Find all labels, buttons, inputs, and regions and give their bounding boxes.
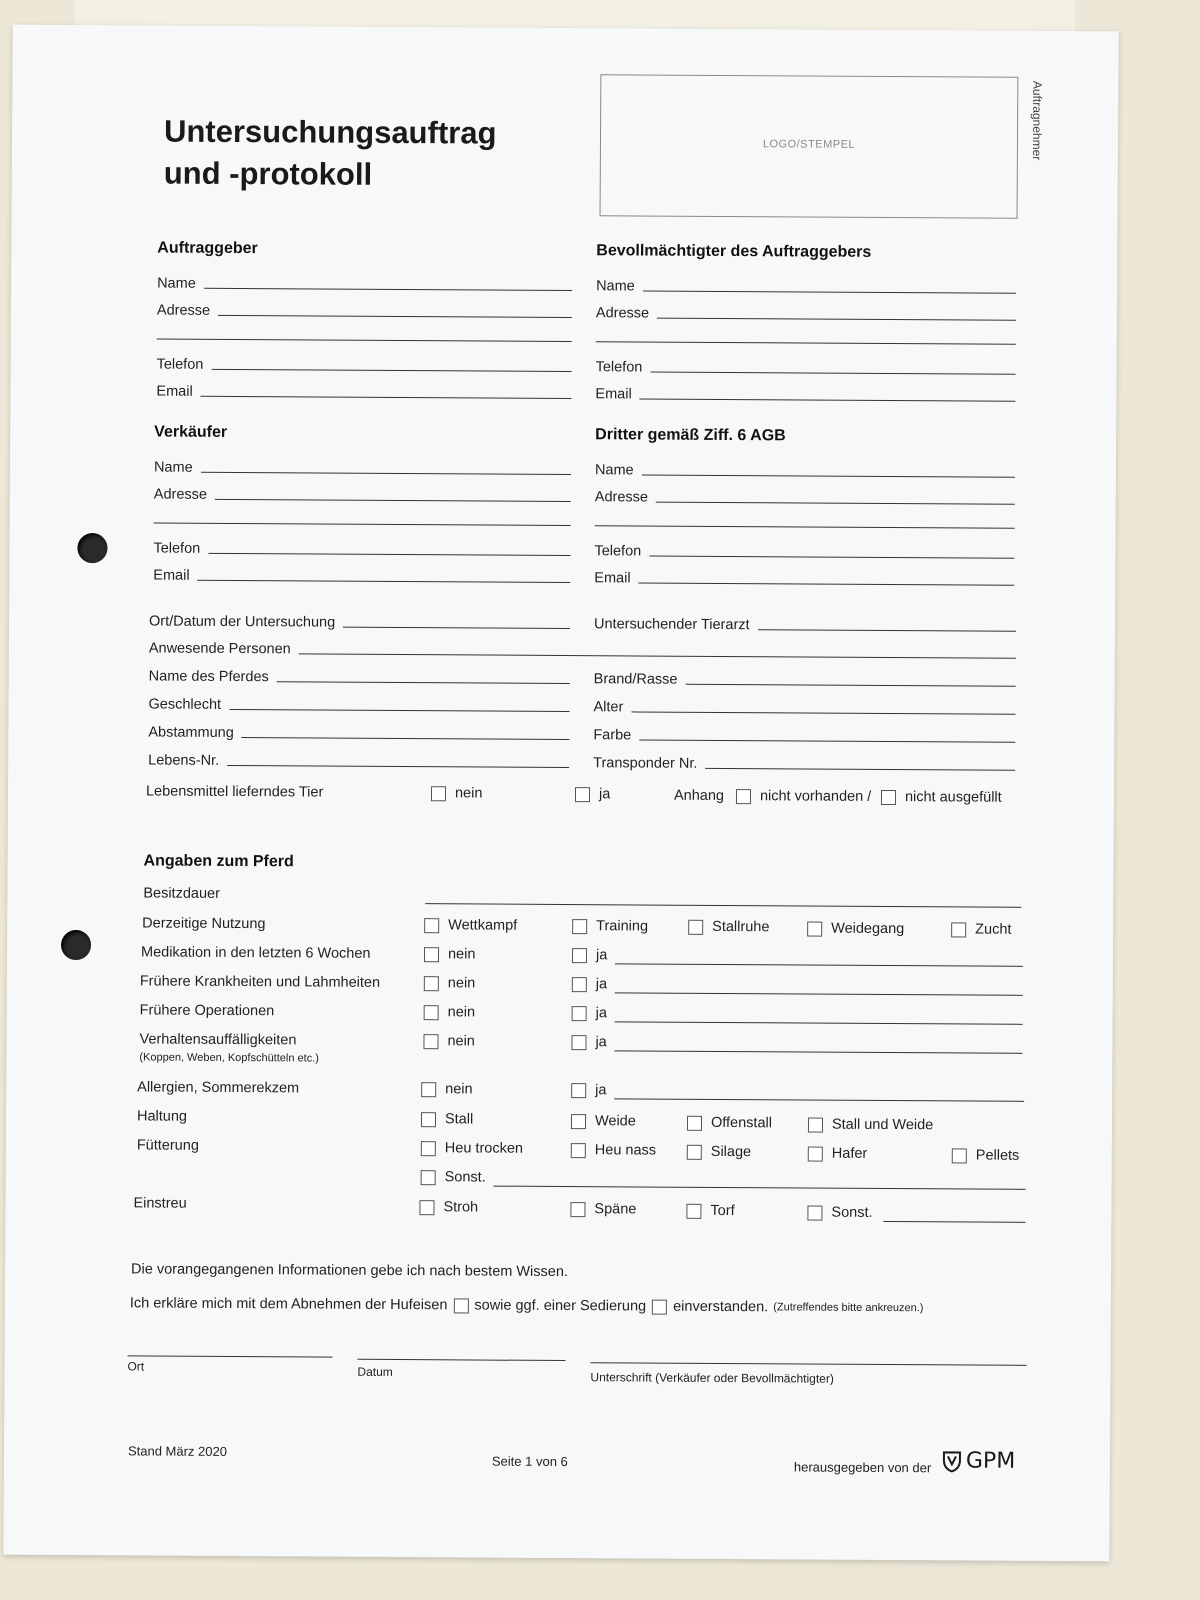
label: Name <box>596 278 635 295</box>
label: Email <box>156 383 193 400</box>
nutzung-stallruhe-checkbox[interactable] <box>688 919 769 935</box>
checkbox-icon <box>424 976 439 991</box>
operationen-ja-checkbox[interactable] <box>572 1005 607 1021</box>
checkbox-icon <box>570 1202 585 1217</box>
einstreu-sonst-checkbox[interactable] <box>807 1205 872 1221</box>
option-label: Hafer <box>831 1145 868 1162</box>
form-sheet <box>3 25 1118 1562</box>
verkaeufer-adresse[interactable] <box>154 481 571 506</box>
besitzdauer-line[interactable] <box>425 903 1021 908</box>
label: Farbe <box>593 727 632 744</box>
option-label: Heu nass <box>594 1142 657 1159</box>
besitzdauer-label: Besitzdauer <box>143 885 221 902</box>
nutzung-zucht-checkbox[interactable] <box>951 921 1011 937</box>
einstreu-spaene-checkbox[interactable] <box>570 1201 636 1217</box>
gpm-logo <box>942 1448 1015 1473</box>
allergien-ja-checkbox[interactable] <box>571 1082 606 1098</box>
gpm-shield-icon <box>942 1450 962 1472</box>
checkbox-icon <box>686 1203 701 1218</box>
bevollmaechtigter-name[interactable] <box>596 272 1016 297</box>
option-label: nicht vorhanden / <box>759 788 872 805</box>
farbe-field[interactable] <box>593 721 1015 746</box>
section-dritter: Dritter gemäß Ziff. 6 AGB <box>595 426 786 445</box>
option-label: Stallruhe <box>712 918 770 936</box>
lebens-nr-field[interactable] <box>148 746 569 771</box>
fill-line <box>758 628 1016 632</box>
krankheiten-line[interactable] <box>615 992 1023 995</box>
checkbox-icon <box>951 922 966 937</box>
bevollmaechtigter-email[interactable] <box>595 380 1015 405</box>
option-label: ja <box>598 786 611 803</box>
fill-line <box>211 368 571 372</box>
label: Adresse <box>156 302 211 319</box>
auftraggeber-adresse[interactable] <box>157 297 572 322</box>
fill-line <box>656 501 1015 505</box>
option-label: nein <box>445 1081 473 1098</box>
abstammung-field[interactable] <box>148 718 569 743</box>
label: Adresse <box>595 305 650 322</box>
dritter-adresse[interactable] <box>595 483 1015 508</box>
declaration-note: (Zutreffendes bitte ankreuzen.) <box>773 1301 924 1315</box>
verhalten-label: Verhaltensauffälligkeiten <box>139 1031 297 1049</box>
fill-line <box>642 473 1015 477</box>
haltung-stall-checkbox[interactable] <box>421 1111 473 1127</box>
medikation-line[interactable] <box>615 963 1023 966</box>
hufeisen-checkbox[interactable] <box>453 1298 468 1313</box>
haltung-stall-und-weide-checkbox[interactable] <box>808 1117 933 1134</box>
fill-line <box>639 738 1015 742</box>
operationen-nein-checkbox[interactable] <box>424 1004 476 1020</box>
option-label: Stall <box>444 1111 474 1128</box>
checkbox-icon <box>421 1170 436 1185</box>
option-label: nein <box>454 785 483 802</box>
checkbox-icon <box>807 1205 822 1220</box>
checkbox-icon <box>431 786 446 801</box>
option-label: Offenstall <box>710 1114 773 1132</box>
option-label: Weide <box>594 1113 636 1130</box>
option-label: nein <box>447 1033 475 1050</box>
fuetterung-hafer-checkbox[interactable] <box>808 1146 868 1162</box>
anhang-nicht-vorhanden-checkbox[interactable] <box>736 788 871 805</box>
krankheiten-nein-checkbox[interactable] <box>424 975 476 991</box>
auftraggeber-email[interactable] <box>156 378 571 403</box>
label: Email <box>595 386 632 403</box>
option-label: nicht ausgefüllt <box>904 789 1002 806</box>
personen-field[interactable] <box>149 634 1016 661</box>
krankheiten-ja-checkbox[interactable] <box>572 976 607 992</box>
fill-line <box>242 736 570 740</box>
stand-date: Stand März 2020 <box>127 1443 228 1459</box>
option-label: Stall und Weide <box>831 1116 934 1134</box>
fill-line <box>201 471 571 475</box>
option-label: Training <box>596 918 649 935</box>
page-number: Seite 1 von 6 <box>491 1453 568 1470</box>
checkbox-icon <box>687 1115 702 1130</box>
einstreu-sonst-line[interactable] <box>883 1221 1025 1223</box>
label: Telefon <box>156 356 204 373</box>
fill-line <box>640 397 1016 401</box>
einstreu-stroh-checkbox[interactable] <box>419 1199 478 1215</box>
datum-label: Datum <box>357 1364 393 1379</box>
label: Adresse <box>594 489 649 506</box>
fuetterung-silage-checkbox[interactable] <box>687 1144 751 1160</box>
pferd-name-field[interactable] <box>149 662 570 687</box>
declaration-line1: Die vorangegangenen Informationen gebe ich nach bestem Wissen. <box>131 1261 569 1281</box>
title-line-1: Untersuchungsauftrag <box>163 113 497 151</box>
dritter-adresse-line2[interactable] <box>595 525 1015 529</box>
verhalten-line[interactable] <box>614 1050 1022 1053</box>
lebensmittel-label: Lebensmittel lieferndes Tier <box>145 783 324 801</box>
fill-line <box>204 287 572 291</box>
label: Abstammung <box>148 724 234 741</box>
verkaeufer-telefon[interactable] <box>153 535 570 560</box>
verhalten-nein-checkbox[interactable] <box>423 1033 475 1049</box>
fill-line <box>218 314 572 318</box>
dritter-name[interactable] <box>595 456 1015 481</box>
fuetterung-label: Fütterung <box>136 1137 199 1154</box>
haltung-offenstall-checkbox[interactable] <box>687 1115 772 1132</box>
fill-line <box>208 552 570 556</box>
option-label: ja <box>595 1005 608 1022</box>
option-label: Stroh <box>443 1199 479 1216</box>
section-bevollmaechtigter: Bevollmächtigter des Auftraggebers <box>596 242 872 261</box>
fill-line <box>705 767 1015 771</box>
checkbox-icon <box>808 1146 823 1161</box>
ort-datum-field[interactable] <box>149 607 570 632</box>
datum-signature-line[interactable] <box>358 1359 566 1361</box>
declaration-text-a: Ich erkläre mich mit dem Abnehmen der Hufeisen <box>129 1295 448 1314</box>
verhalten-note: (Koppen, Weben, Kopfschütteln etc.) <box>139 1051 319 1065</box>
auftraggeber-telefon[interactable] <box>157 351 572 376</box>
fill-line <box>198 579 571 583</box>
fuetterung-heu-trocken-checkbox[interactable] <box>421 1140 523 1157</box>
fill-line <box>343 626 570 629</box>
checkbox-icon <box>881 789 896 804</box>
option-label: nein <box>447 1004 476 1021</box>
haltung-label: Haltung <box>136 1108 188 1125</box>
fuetterung-pellets-checkbox[interactable] <box>952 1147 1020 1163</box>
side-label: Auftragnehmer <box>1029 80 1045 161</box>
allergien-nein-checkbox[interactable] <box>421 1081 473 1097</box>
option-label: Wettkampf <box>448 917 518 934</box>
label: Telefon <box>153 540 201 557</box>
label: Email <box>594 570 631 587</box>
fill-line <box>643 289 1016 293</box>
einstreu-torf-checkbox[interactable] <box>686 1203 734 1219</box>
alter-field[interactable] <box>593 693 1015 718</box>
checkbox-icon <box>736 789 751 804</box>
verkaeufer-adresse-line2[interactable] <box>154 523 571 527</box>
option-label: ja <box>595 1082 607 1099</box>
option-label: Späne <box>594 1201 637 1218</box>
label: Alter <box>593 699 624 716</box>
auftraggeber-name[interactable] <box>157 270 572 295</box>
bevollmaechtigter-adresse[interactable] <box>596 299 1016 324</box>
medikation-label: Medikation in den letzten 6 Wochen <box>140 944 371 962</box>
fill-line <box>657 317 1016 321</box>
allergien-line[interactable] <box>614 1098 1024 1102</box>
haltung-weide-checkbox[interactable] <box>571 1113 636 1129</box>
fill-line <box>227 764 569 768</box>
bevollmaechtigter-telefon[interactable] <box>596 353 1016 378</box>
label: Name <box>594 462 634 479</box>
publisher-text: herausgegeben von der <box>793 1459 932 1476</box>
fill-line <box>229 708 569 712</box>
nutzung-wettkampf-checkbox[interactable] <box>424 917 517 934</box>
krankheiten-label: Frühere Krankheiten und Lahmheiten <box>139 973 381 991</box>
logo-placeholder: LOGO/STEMPEL <box>762 138 856 151</box>
brand-rasse-field[interactable] <box>594 665 1016 690</box>
operationen-line[interactable] <box>615 1021 1023 1024</box>
option-label: Torf <box>710 1202 735 1220</box>
medikation-nein-checkbox[interactable] <box>424 946 476 962</box>
option-label: Sonst. <box>831 1204 873 1221</box>
gpm-wordmark: GPM <box>965 1448 1016 1474</box>
checkbox-icon <box>572 977 587 992</box>
label: Transponder Nr. <box>593 755 698 772</box>
checkbox-icon <box>808 1117 823 1132</box>
checkbox-icon <box>807 921 822 936</box>
checkbox-icon <box>423 1034 438 1049</box>
declaration-line2 <box>130 1295 924 1316</box>
checkbox-icon <box>421 1141 436 1156</box>
fill-line <box>299 652 1016 658</box>
allergien-label: Allergien, Sommerekzem <box>137 1079 300 1097</box>
verkaeufer-name[interactable] <box>154 454 571 479</box>
fill-line <box>649 555 1014 559</box>
checkbox-icon <box>572 919 587 934</box>
option-label: Silage <box>710 1143 752 1161</box>
tierarzt-field[interactable] <box>594 610 1016 635</box>
fill-line <box>685 683 1015 687</box>
operationen-label: Frühere Operationen <box>139 1002 275 1020</box>
option-label: Sonst. <box>444 1169 486 1186</box>
label: Adresse <box>153 486 208 503</box>
anhang-label: Anhang <box>673 787 725 804</box>
unterschrift-label: Unterschrift (Verkäufer oder Bevollmächtigter) <box>590 1370 834 1386</box>
option-label: nein <box>447 946 476 963</box>
punch-hole-top <box>77 533 107 563</box>
fill-line <box>277 680 570 684</box>
label: Telefon <box>594 543 642 560</box>
label: Ort/Datum der Untersuchung <box>148 613 336 631</box>
option-label: Weidegang <box>831 920 905 938</box>
checkbox-icon <box>952 1148 967 1163</box>
fuetterung-sonst-checkbox[interactable] <box>421 1169 486 1185</box>
option-label: Heu trocken <box>444 1140 524 1157</box>
declaration-text-b: sowie ggf. einer Sedierung <box>474 1297 647 1315</box>
checkbox-icon <box>688 919 703 934</box>
checkbox-icon <box>419 1200 434 1215</box>
checkbox-icon <box>424 918 439 933</box>
section-auftraggeber: Auftraggeber <box>157 239 258 258</box>
einstreu-label: Einstreu <box>133 1195 187 1212</box>
lebensmittel-ja-checkbox[interactable] <box>575 786 610 802</box>
section-angaben-pferd: Angaben zum Pferd <box>143 852 294 871</box>
nutzung-weidegang-checkbox[interactable] <box>807 921 904 938</box>
label: Geschlecht <box>148 696 222 713</box>
fill-line <box>631 710 1015 714</box>
option-label: Pellets <box>975 1147 1020 1164</box>
checkbox-icon <box>572 948 587 963</box>
unterschrift-signature-line[interactable] <box>591 1362 1027 1366</box>
fill-line <box>650 371 1015 375</box>
dritter-telefon[interactable] <box>594 537 1014 562</box>
checkbox-icon <box>571 1114 586 1129</box>
checkbox-icon <box>571 1083 586 1098</box>
checkbox-icon <box>572 1006 587 1021</box>
label: Name <box>153 459 193 476</box>
fuetterung-heu-nass-checkbox[interactable] <box>571 1142 656 1159</box>
section-verkaeufer: Verkäufer <box>154 423 228 441</box>
checkbox-icon <box>571 1143 586 1158</box>
declaration-text-c: einverstanden. <box>673 1298 769 1316</box>
label: Telefon <box>595 359 643 376</box>
label: Name des Pferdes <box>148 668 269 686</box>
auftraggeber-adresse-line2[interactable] <box>157 339 572 343</box>
label: Anwesende Personen <box>148 640 291 658</box>
punch-hole-bottom <box>61 930 91 960</box>
option-label: ja <box>595 947 608 964</box>
option-label: ja <box>595 1034 607 1051</box>
checkbox-icon <box>575 787 590 802</box>
transponder-field[interactable] <box>593 749 1015 774</box>
verkaeufer-email[interactable] <box>153 562 570 587</box>
nutzung-label: Derzeitige Nutzung <box>142 915 266 933</box>
option-label: ja <box>595 976 608 993</box>
ort-signature-line[interactable] <box>128 1355 333 1357</box>
label: Email <box>153 567 190 584</box>
checkbox-icon <box>687 1144 702 1159</box>
label: Lebens-Nr. <box>148 752 220 769</box>
checkbox-icon <box>571 1035 586 1050</box>
checkbox-icon <box>421 1112 436 1127</box>
anhang-nicht-ausgefuellt-checkbox[interactable] <box>881 789 1002 806</box>
medikation-ja-checkbox[interactable] <box>572 947 607 963</box>
page-title <box>164 111 497 197</box>
dritter-email[interactable] <box>594 564 1014 589</box>
geschlecht-field[interactable] <box>148 690 569 715</box>
lebensmittel-nein-checkbox[interactable] <box>431 785 483 801</box>
checkbox-icon <box>424 1005 439 1020</box>
label: Name <box>157 275 196 292</box>
label: Brand/Rasse <box>593 671 678 688</box>
nutzung-training-checkbox[interactable] <box>572 918 648 934</box>
option-label: Zucht <box>975 921 1012 938</box>
sedierung-checkbox[interactable] <box>652 1299 667 1314</box>
verhalten-ja-checkbox[interactable] <box>571 1034 606 1050</box>
fill-line <box>215 498 571 502</box>
fuetterung-sonst-line[interactable] <box>494 1186 1026 1190</box>
label: Untersuchender Tierarzt <box>593 616 750 634</box>
ort-label: Ort <box>127 1359 145 1374</box>
bevollmaechtigter-adresse-line2[interactable] <box>596 341 1016 345</box>
checkbox-icon <box>421 1082 436 1097</box>
option-label: nein <box>447 975 476 992</box>
title-line-2: und -protokoll <box>163 155 373 192</box>
fill-line <box>201 395 572 399</box>
logo-stamp-box <box>600 74 1019 219</box>
fill-line <box>639 581 1015 585</box>
checkbox-icon <box>424 947 439 962</box>
